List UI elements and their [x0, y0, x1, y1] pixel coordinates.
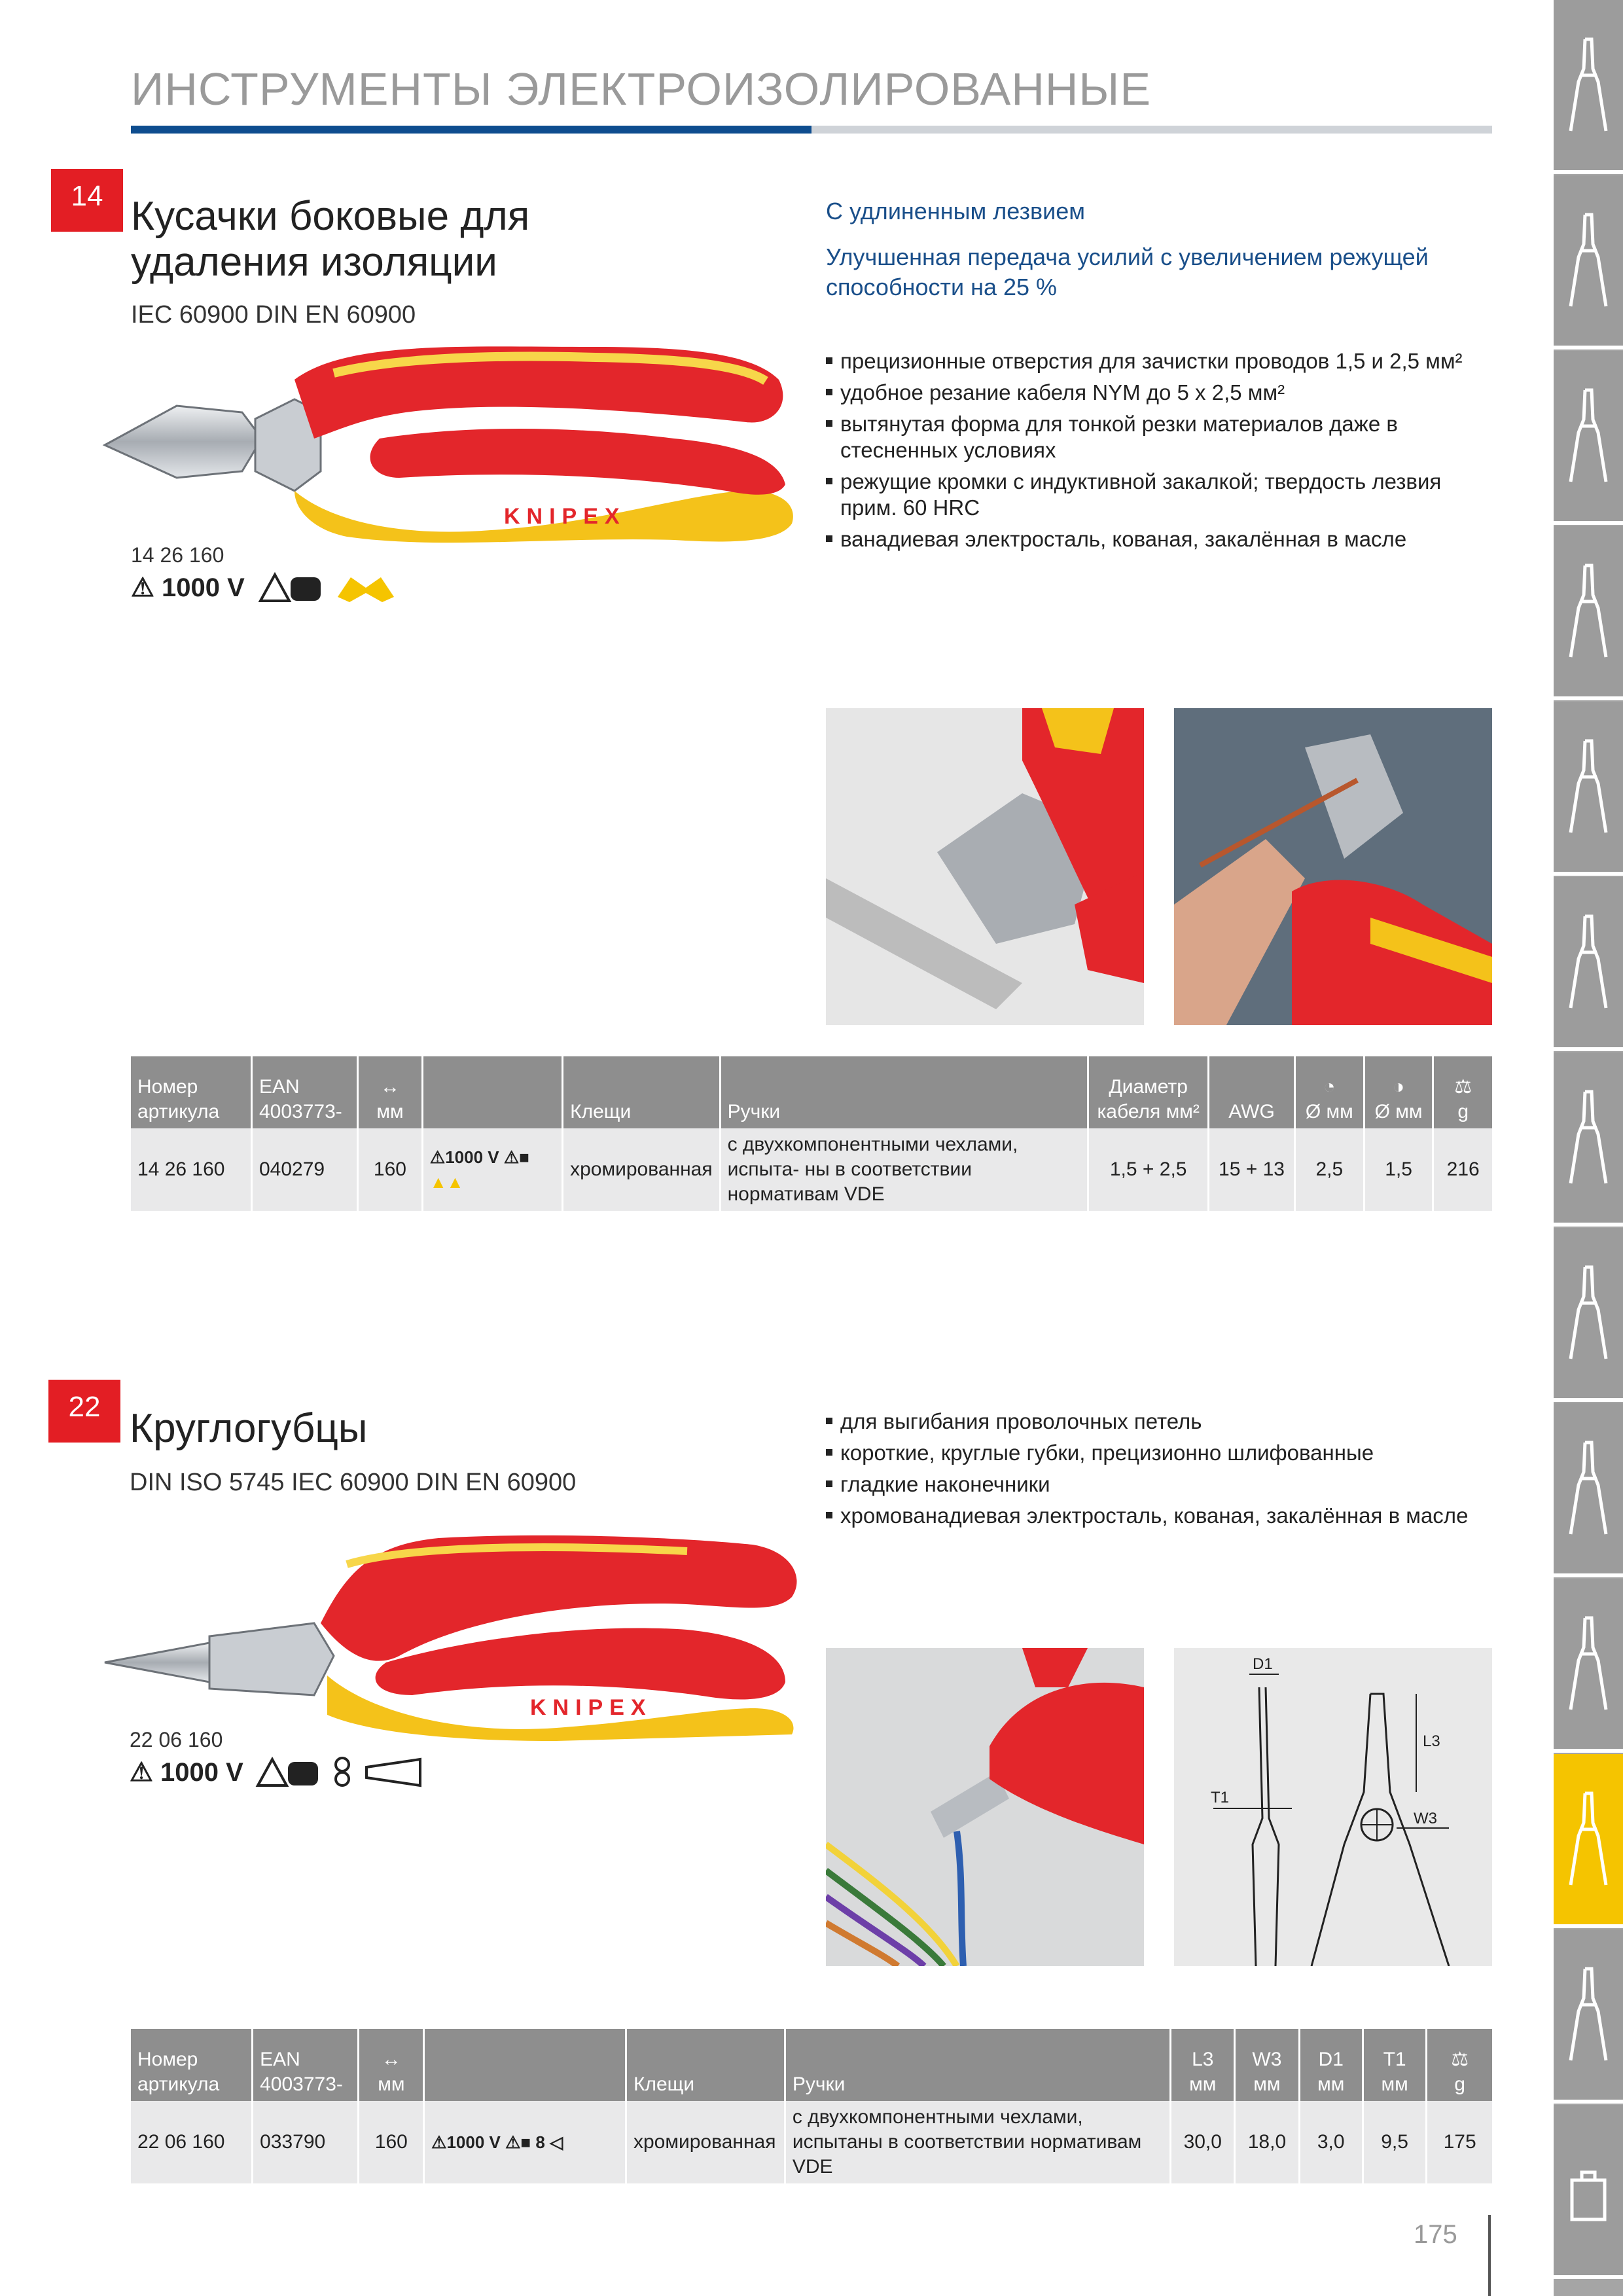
wire-cutting-photo: [1174, 708, 1492, 1025]
punch-icon: [1565, 1264, 1611, 1362]
table-header: [424, 2029, 626, 2101]
loop-icon: 8: [535, 2132, 545, 2152]
insulated-active-icon: [1565, 1790, 1611, 1888]
dimension-diagram: [1174, 1648, 1492, 1966]
table-row: [131, 1128, 1492, 1211]
table-cell: 1,5 + 2,5: [1088, 1128, 1209, 1211]
voltage-rating: ⚠1000 V: [429, 1147, 499, 1167]
product-standards: DIN ISO 5745 IEC 60900 DIN EN 60900: [130, 1469, 577, 1496]
vde-gs-icon: ⚠■: [503, 1147, 529, 1167]
sidebar-tab-insulated-active[interactable]: [1554, 1754, 1623, 1928]
svg-text:KNIPEX: KNIPEX: [530, 1695, 652, 1720]
product-number-badge: 14: [51, 169, 123, 232]
yellow-grip-icon: [336, 571, 395, 605]
table-header: Клещи: [563, 1056, 720, 1128]
feature-item: гладкие наконечники: [826, 1471, 1480, 1498]
diagonal-cutter-image: [98, 340, 805, 550]
table-header: T1 мм: [1363, 2029, 1426, 2101]
table-header-row: [131, 1056, 1492, 1128]
table-cell: 22 06 160: [131, 2101, 253, 2183]
table-header-row: [131, 2029, 1492, 2101]
scale-icon: ⚖: [1454, 1076, 1472, 1098]
table-cell: 14 26 160: [131, 1128, 251, 1211]
table-header: AWG: [1209, 1056, 1295, 1128]
product-standards: IEC 60900 DIN EN 60900: [131, 301, 416, 329]
table-cell: 9,5: [1363, 2101, 1426, 2183]
product-title-line: удаления изоляции: [131, 240, 497, 285]
sidebar-tab-stripper[interactable]: [1554, 175, 1623, 350]
table-cell: 175: [1427, 2101, 1492, 2183]
round-nose-pliers-image: [98, 1525, 805, 1741]
table-cell-markings: [422, 1128, 562, 1211]
soft-wire-icon: ◔: [1323, 1076, 1336, 1098]
crimp-icon: [1565, 1439, 1611, 1537]
feature-item: хромованадиевая электросталь, кованая, закалённая в масле: [826, 1503, 1480, 1529]
sidebar-tab-pliers[interactable]: [1554, 0, 1623, 174]
article-number: 14 26 160: [131, 543, 224, 567]
table-header-cut-diameter: ◔ Ø мм: [1294, 1056, 1364, 1128]
table-header: Клещи: [626, 2029, 785, 2101]
product-title-line: Кусачки боковые для: [131, 194, 530, 239]
feature-list: [826, 1408, 1480, 1534]
label-w3: W3: [1414, 1810, 1437, 1827]
feature-item: удобное резание кабеля NYM до 5 x 2,5 мм²: [826, 380, 1480, 406]
table-cell: 30,0: [1171, 2101, 1235, 2183]
sidebar-tab-punch[interactable]: [1554, 1228, 1623, 1402]
table-cell: 2,5: [1294, 1128, 1364, 1211]
sidebar-tab-case[interactable]: [1554, 2105, 1623, 2279]
table-header: Диаметр кабеля мм²: [1088, 1056, 1209, 1128]
table-cell: 160: [357, 1128, 422, 1211]
article-number: 22 06 160: [130, 1728, 223, 1751]
vde-gs-icon: [255, 1755, 321, 1789]
table-cell: 3,0: [1299, 2101, 1363, 2183]
table-header: D1 мм: [1299, 2029, 1363, 2101]
pliers-icon: [1565, 36, 1611, 134]
sidebar-tab-long-nose[interactable]: [1554, 351, 1623, 525]
table-cell: 18,0: [1235, 2101, 1299, 2183]
table-header-weight: ⚖ g: [1427, 2029, 1492, 2101]
header-rule-grey: [812, 126, 1492, 134]
product-number-badge: 22: [48, 1380, 120, 1443]
table-cell: 1,5: [1364, 1128, 1433, 1211]
product-markings: [131, 571, 395, 605]
spec-table: [131, 2029, 1492, 2183]
table-cell: 160: [359, 2101, 424, 2183]
feature-item: режущие кромки с индуктивной закалкой; твердость лезвия прим. 60 HRC: [826, 469, 1480, 521]
bent-nose-icon: [1565, 562, 1611, 660]
feature-item: ванадиевая электросталь, кованая, закалённая в масле: [826, 526, 1480, 552]
sidebar-tab-pincer[interactable]: [1554, 702, 1623, 876]
voltage-rating: ⚠ 1000 V: [130, 1758, 243, 1787]
label-l3: L3: [1423, 1732, 1440, 1750]
feature-item: прецизионные отверстия для зачистки проводов 1,5 и 2,5 мм²: [826, 348, 1480, 374]
table-header: Номер артикула: [131, 1056, 251, 1128]
svg-text:KNIPEX: KNIPEX: [504, 504, 626, 529]
vde-gs-icon: [258, 571, 323, 605]
table-cell: 15 + 13: [1209, 1128, 1295, 1211]
feature-highlight: С удлиненным лезвием: [826, 198, 1085, 224]
voltage-rating: ⚠1000 V: [431, 2132, 501, 2152]
case-icon: [1565, 2141, 1611, 2239]
loop-bending-photo: [826, 1648, 1144, 1966]
label-d1: D1: [1253, 1655, 1273, 1673]
product-title: Круглогубцы: [130, 1406, 368, 1451]
spec-table: [131, 1056, 1492, 1211]
cable-stripping-photo: [826, 708, 1144, 1025]
table-header: W3 мм: [1235, 2029, 1299, 2101]
table-cell: 040279: [251, 1128, 357, 1211]
table-header: Номер артикула: [131, 2029, 253, 2101]
sidebar-tab-crimp[interactable]: [1554, 1403, 1623, 1577]
table-cell: хромированная: [563, 1128, 720, 1211]
table-cell-markings: [424, 2101, 626, 2183]
sidebar-tab-circlip[interactable]: [1554, 1929, 1623, 2104]
table-header: L3 мм: [1171, 2029, 1235, 2101]
page-number-rule: [1488, 2215, 1491, 2296]
table-header-cut-diameter: ◑ Ø мм: [1364, 1056, 1433, 1128]
page-header-title: ИНСТРУМЕНТЫ ЭЛЕКТРОИЗОЛИРОВАННЫЕ: [131, 63, 1152, 115]
vde-gs-icon: ⚠■: [505, 2132, 531, 2152]
table-row: [131, 2101, 1492, 2183]
table-header-length: ↔ мм: [357, 1056, 422, 1128]
table-cell: 033790: [253, 2101, 359, 2183]
feature-list: [826, 348, 1480, 558]
water-pump-icon: [1565, 1088, 1611, 1187]
feature-item: короткие, круглые губки, прецизионно шлифованные: [826, 1440, 1480, 1466]
sidebar-tab-water-pump[interactable]: [1554, 1052, 1623, 1227]
product-title: [131, 194, 529, 285]
stripper-icon: [1565, 211, 1611, 310]
table-header: Ручки: [785, 2029, 1170, 2101]
hard-wire-icon: ◑: [1392, 1076, 1405, 1098]
page-number: 175: [1414, 2220, 1457, 2249]
table-cell: хромированная: [626, 2101, 785, 2183]
table-cell: с двухкомпонентными чехлами, испытаны в соответствии нормативам VDE: [785, 2101, 1170, 2183]
table-cell: 216: [1433, 1128, 1492, 1211]
loop-icon: [332, 1755, 352, 1789]
pincer-icon: [1565, 738, 1611, 836]
long-nose-icon: [1565, 387, 1611, 485]
feature-highlight: Улучшенная передача усилий с увеличением режущей способности на 25 %: [826, 243, 1429, 300]
scale-icon: ⚖: [1451, 2049, 1469, 2070]
sidebar-tab-bent-nose[interactable]: [1554, 526, 1623, 700]
voltage-rating: ⚠ 1000 V: [131, 573, 245, 602]
table-header-weight: ⚖ g: [1433, 1056, 1492, 1128]
sidebar-tab-ratchet[interactable]: [1554, 1579, 1623, 1753]
ratchet-icon: [1565, 1615, 1611, 1713]
table-header-length: ↔ мм: [359, 2029, 424, 2101]
tapered-jaw-icon: [364, 1755, 423, 1789]
diagonal-icon: [1565, 913, 1611, 1011]
feature-item: для выгибания проволочных петель: [826, 1408, 1480, 1435]
yellow-grip-icon: ▲▲: [429, 1172, 464, 1192]
header-rule-blue: [131, 126, 812, 134]
circlip-icon: [1565, 1965, 1611, 2064]
sidebar-tab-diagonal[interactable]: [1554, 877, 1623, 1051]
table-header: Ручки: [720, 1056, 1088, 1128]
table-header: EAN 4003773-: [251, 1056, 357, 1128]
table-header: EAN 4003773-: [253, 2029, 359, 2101]
product-markings: [130, 1755, 423, 1789]
table-cell: с двухкомпонентными чехлами, испыта- ны в соответствии нормативам VDE: [720, 1128, 1088, 1211]
label-t1: T1: [1211, 1789, 1230, 1806]
tapered-jaw-icon: ◁: [550, 2132, 563, 2152]
feature-item: вытянутая форма для тонкой резки материалов даже в стесненных условиях: [826, 411, 1480, 463]
table-header: [422, 1056, 562, 1128]
